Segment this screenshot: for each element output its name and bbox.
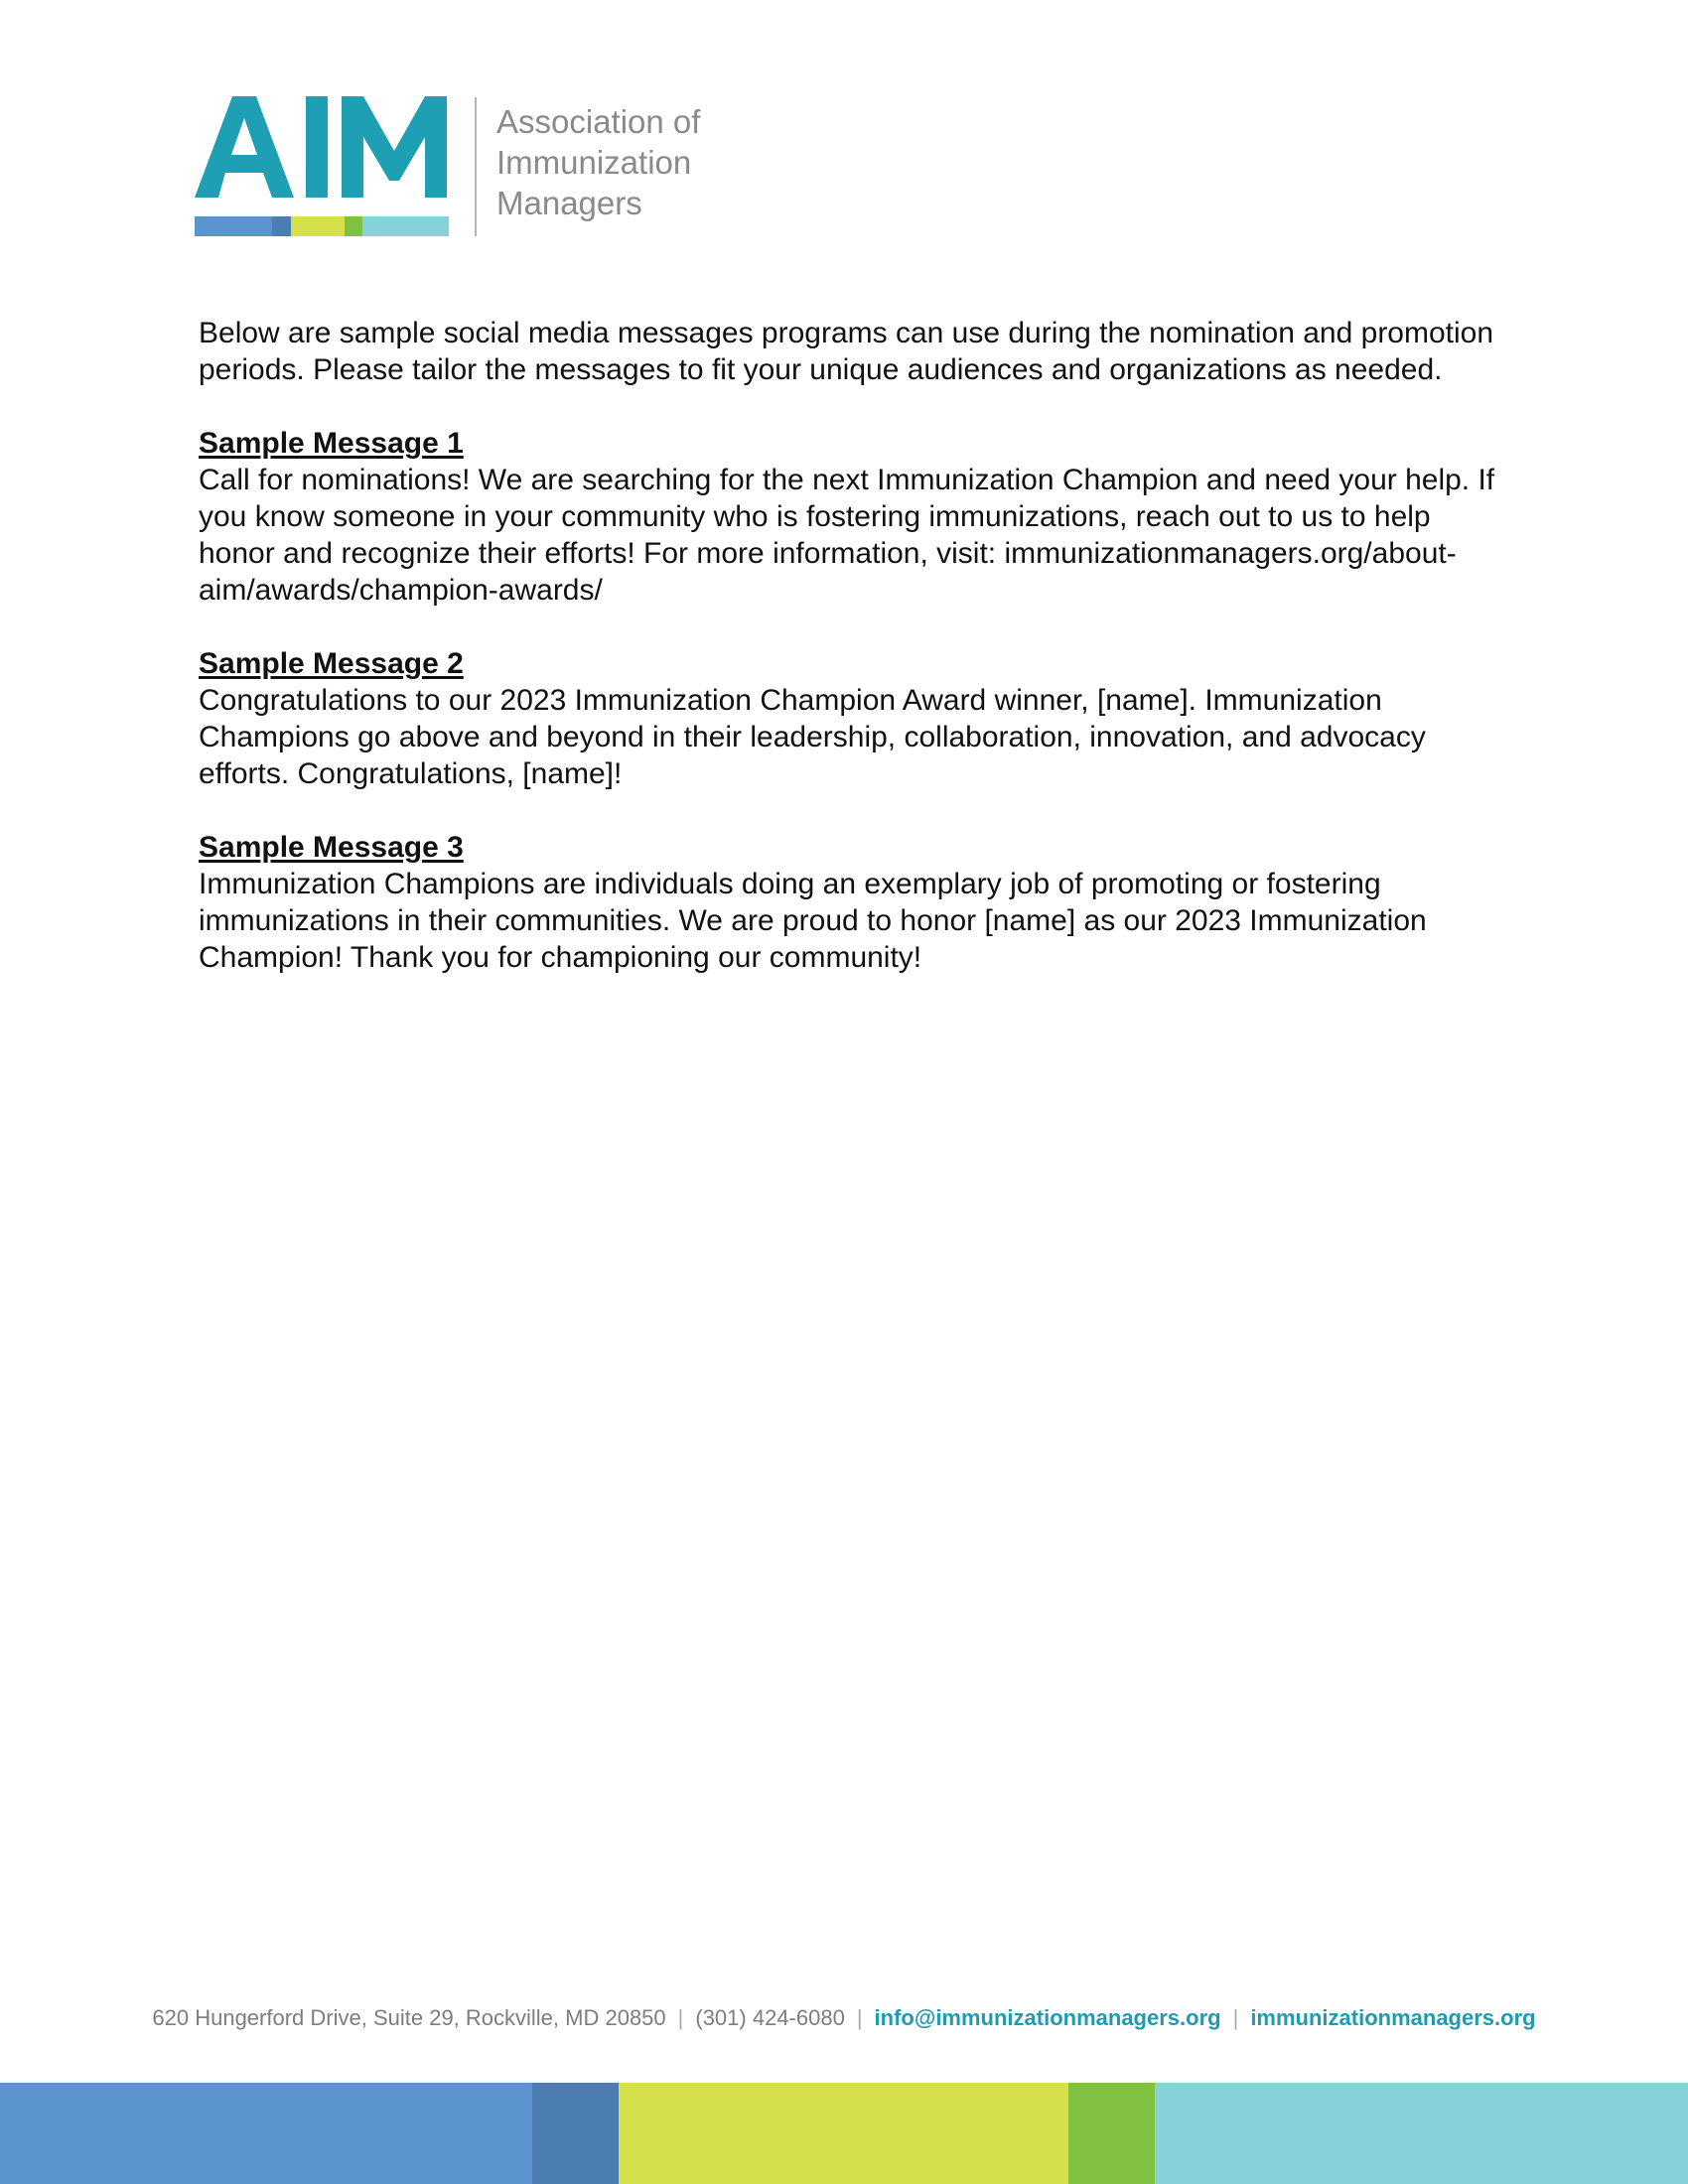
intro-paragraph: Below are sample social media messages programs can use during the nomination and promotion periods. Please tailor the messages to fit your unique audiences and organizations as needed. — [199, 317, 1494, 386]
sample-message-body: Immunization Champions are individuals doing an exemplary job of promoting or fostering immunizations in their communities. We are proud to honor [name] as our 2023 Immunization Champion! Thank you for championing our community! — [199, 868, 1427, 974]
footer-bar-darkblue — [532, 2083, 619, 2184]
aim-logo-letters — [195, 91, 449, 205]
sample-message-3 — [199, 829, 1509, 976]
logo-bar-yellow — [291, 216, 345, 236]
sample-message-heading: Sample Message 1 — [199, 427, 464, 460]
logo-name-line: Managers — [496, 185, 642, 221]
footer-contact-line — [0, 2005, 1688, 2031]
footer-phone: (301) 424-6080 — [695, 2005, 845, 2030]
footer-bar-green — [1068, 2083, 1155, 2184]
sample-message-body: Congratulations to our 2023 Immunization Champion Award winner, [name]. Immunization Champions go above and beyond in their leadership, collaboration, innovation, and advocacy efforts. Congratulations, [name]! — [199, 684, 1426, 790]
aim-logo — [195, 91, 711, 240]
logo-bar-green — [345, 216, 362, 236]
footer-separator: | — [1232, 2005, 1239, 2030]
aim-logo-mark — [195, 91, 449, 240]
sample-message-heading: Sample Message 2 — [199, 647, 464, 680]
document-body — [199, 315, 1509, 1013]
footer-separator: | — [677, 2005, 684, 2030]
logo-bar-darkblue — [272, 216, 291, 236]
sample-message-1 — [199, 425, 1509, 609]
logo-name-line: Immunization — [496, 144, 692, 181]
footer-color-bar — [0, 2083, 1688, 2184]
logo-organization-name — [496, 101, 700, 223]
sample-message-heading: Sample Message 3 — [199, 831, 464, 864]
logo-name-line: Association of — [496, 103, 701, 140]
footer-separator: | — [856, 2005, 863, 2030]
footer-bar-teal — [1155, 2083, 1688, 2184]
footer-website-link[interactable]: immunizationmanagers.org — [1250, 2005, 1536, 2030]
footer-bar-blue — [0, 2083, 532, 2184]
footer-email-link[interactable]: info@immunizationmanagers.org — [874, 2005, 1221, 2030]
logo-bar-teal — [362, 216, 449, 236]
logo-divider — [475, 97, 477, 236]
logo-color-bar — [195, 216, 449, 236]
footer-address: 620 Hungerford Drive, Suite 29, Rockville, MD 20850 — [152, 2005, 666, 2030]
logo-bar-blue — [195, 216, 272, 236]
sample-message-2 — [199, 645, 1509, 792]
sample-message-body: Call for nominations! We are searching for the next Immunization Champion and need your help. If you know someone in your community who is fostering immunizations, reach out to us to help honor and recognize their efforts! For more information, visit: immunizationmanagers.org/about-aim/awards/champion-awards/ — [199, 464, 1495, 607]
footer-bar-yellow — [619, 2083, 1068, 2184]
